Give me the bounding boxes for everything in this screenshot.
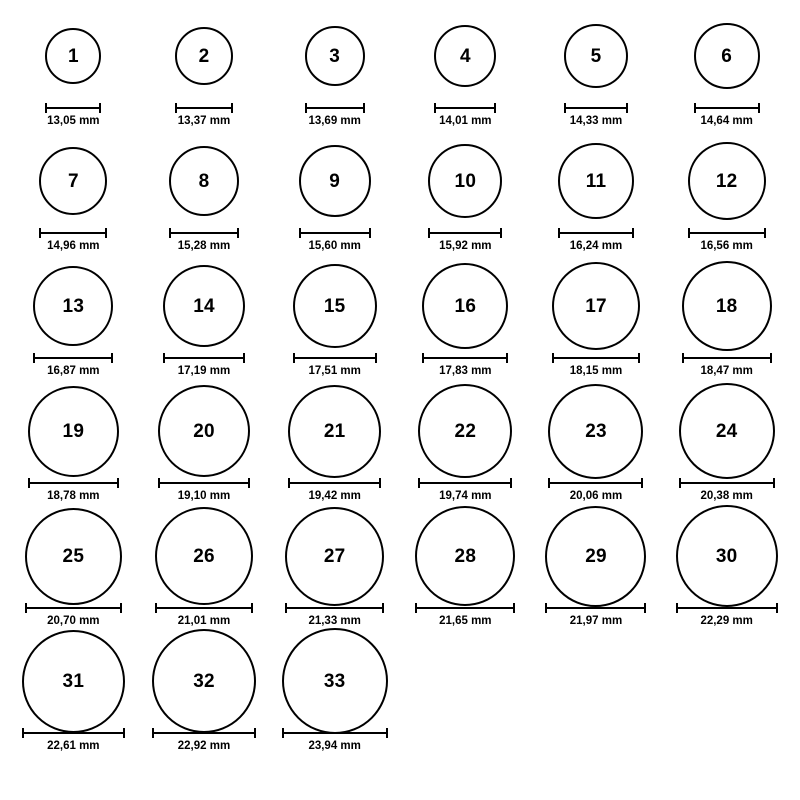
ruler-cap-right <box>510 478 512 488</box>
ruler-cap-left <box>155 603 157 613</box>
diameter-value: 22,29 mm <box>700 615 753 627</box>
diameter-ruler <box>676 603 778 612</box>
diameter-ruler <box>694 103 760 112</box>
ring-circle <box>679 383 775 479</box>
ruler-line <box>679 482 775 484</box>
ring-size-label: 12 <box>715 170 738 192</box>
ruler-cap-right <box>111 353 113 363</box>
ring-circle <box>22 630 125 733</box>
ring-size-label: 24 <box>715 420 738 442</box>
ruler-cap-right <box>248 478 250 488</box>
ring-circle-wrap <box>282 635 388 727</box>
ruler-line <box>676 607 778 609</box>
ring-size-label: 15 <box>323 295 346 317</box>
ring-size-label: 33 <box>323 670 346 692</box>
ring-circle <box>152 629 256 733</box>
ruler-line <box>169 232 239 234</box>
diameter-value: 17,83 mm <box>439 365 492 377</box>
ring-circle-wrap <box>293 260 377 352</box>
ring-circle <box>25 508 122 605</box>
ring-circle-wrap <box>158 385 250 477</box>
ruler-cap-right <box>641 478 643 488</box>
diameter-value: 21,33 mm <box>308 615 361 627</box>
diameter-value: 14,01 mm <box>439 115 492 127</box>
diameter-ruler <box>163 353 245 362</box>
ring-size-label: 6 <box>721 45 733 67</box>
ruler-cap-left <box>299 228 301 238</box>
ruler-cap-left <box>694 103 696 113</box>
ring-size-cell <box>141 385 266 510</box>
ruler-line <box>682 357 772 359</box>
diameter-value: 13,69 mm <box>308 115 361 127</box>
diameter-value: 21,01 mm <box>177 615 231 627</box>
ruler-cap-right <box>123 728 125 738</box>
ring-circle <box>418 384 512 478</box>
ruler-cap-right <box>773 478 775 488</box>
ring-circle-wrap <box>688 135 766 227</box>
ruler-line <box>175 107 233 109</box>
ring-circle <box>434 25 496 87</box>
ring-size-cell <box>11 260 136 385</box>
ring-size-cell <box>272 635 397 760</box>
ring-size-cell <box>141 135 266 260</box>
diameter-value: 16,87 mm <box>47 365 100 377</box>
ring-size-label: 7 <box>67 170 79 192</box>
ring-circle-wrap <box>22 635 125 727</box>
diameter-ruler <box>305 103 365 112</box>
ruler-line <box>422 357 508 359</box>
ruler-line <box>22 732 125 734</box>
diameter-value: 18,78 mm <box>47 490 100 502</box>
ruler-line <box>415 607 515 609</box>
ring-size-label: 31 <box>62 670 85 692</box>
ruler-cap-right <box>105 228 107 238</box>
ring-circle-wrap <box>564 10 628 102</box>
ring-size-label: 4 <box>459 45 471 67</box>
ring-circle <box>175 27 233 85</box>
diameter-ruler <box>293 353 377 362</box>
ruler-cap-right <box>644 603 646 613</box>
ruler-line <box>152 732 256 734</box>
ring-circle-wrap <box>155 510 253 602</box>
diameter-value: 18,15 mm <box>569 365 623 377</box>
ruler-cap-left <box>288 478 290 488</box>
ring-circle-wrap <box>415 510 515 602</box>
ring-size-label: 25 <box>62 545 85 567</box>
ring-size-cell <box>141 510 266 635</box>
diameter-value: 16,24 mm <box>569 240 623 252</box>
diameter-ruler <box>552 353 640 362</box>
ruler-line <box>28 482 119 484</box>
ruler-line <box>548 482 643 484</box>
ring-size-cell <box>403 10 528 135</box>
ring-circle <box>33 266 113 346</box>
diameter-value: 21,97 mm <box>569 615 623 627</box>
ring-circle <box>285 507 384 606</box>
ring-circle <box>45 28 101 84</box>
ring-circle <box>28 386 119 477</box>
ring-size-label: 30 <box>715 545 738 567</box>
ruler-cap-left <box>169 228 171 238</box>
ruler-cap-left <box>688 228 690 238</box>
ring-size-cell <box>664 10 789 135</box>
ring-circle-wrap <box>169 135 239 227</box>
ruler-cap-left <box>676 603 678 613</box>
diameter-ruler <box>282 728 388 737</box>
ruler-cap-right <box>386 728 388 738</box>
ruler-cap-left <box>45 103 47 113</box>
ruler-cap-left <box>305 103 307 113</box>
ring-circle <box>688 142 766 220</box>
diameter-value: 15,28 mm <box>177 240 231 252</box>
ruler-cap-right <box>494 103 496 113</box>
diameter-value: 17,19 mm <box>177 365 231 377</box>
ruler-cap-right <box>120 603 122 613</box>
ring-circle-wrap <box>545 510 646 602</box>
ring-circle-wrap <box>552 260 640 352</box>
ruler-cap-right <box>626 103 628 113</box>
ruler-cap-left <box>22 728 24 738</box>
diameter-ruler <box>564 103 628 112</box>
ring-size-cell <box>11 135 136 260</box>
ring-size-label: 29 <box>585 545 607 567</box>
ruler-cap-left <box>428 228 430 238</box>
ring-size-label: 9 <box>329 170 341 192</box>
ruler-line <box>39 232 107 234</box>
ring-circle-wrap <box>28 385 119 477</box>
diameter-ruler <box>299 228 371 237</box>
diameter-ruler <box>285 603 384 612</box>
ring-size-cell <box>272 10 397 135</box>
ring-circle-wrap <box>428 135 502 227</box>
ruler-cap-right <box>764 228 766 238</box>
ring-size-cell <box>533 135 658 260</box>
diameter-value: 22,92 mm <box>177 740 231 752</box>
ring-circle <box>564 24 628 88</box>
diameter-value: 17,51 mm <box>308 365 361 377</box>
ring-circle <box>39 147 107 215</box>
ring-size-label: 16 <box>454 295 477 317</box>
ruler-line <box>282 732 388 734</box>
ring-circle-wrap <box>163 260 245 352</box>
diameter-ruler <box>155 603 253 612</box>
diameter-value: 20,70 mm <box>47 615 100 627</box>
ring-circle <box>545 506 646 607</box>
diameter-ruler <box>558 228 634 237</box>
ring-circle <box>288 385 381 478</box>
diameter-value: 19,10 mm <box>177 490 231 502</box>
ring-circle <box>694 23 760 89</box>
ring-size-cell <box>403 385 528 510</box>
ruler-cap-right <box>632 228 634 238</box>
ring-circle-wrap <box>558 135 634 227</box>
ring-size-label: 11 <box>585 170 607 192</box>
ring-size-label: 26 <box>193 545 215 567</box>
ring-circle <box>282 628 388 734</box>
diameter-ruler <box>545 603 646 612</box>
ring-circle <box>552 262 640 350</box>
ruler-line <box>688 232 766 234</box>
ring-size-label: 5 <box>590 45 602 67</box>
diameter-ruler <box>45 103 101 112</box>
ring-size-cell <box>272 510 397 635</box>
ring-circle <box>158 385 250 477</box>
ring-size-label: 1 <box>67 45 79 67</box>
ring-circle-wrap <box>299 135 371 227</box>
ruler-line <box>305 107 365 109</box>
diameter-value: 20,38 mm <box>700 490 753 502</box>
ring-circle-wrap <box>422 260 508 352</box>
ring-size-cell <box>664 385 789 510</box>
ruler-cap-right <box>500 228 502 238</box>
diameter-ruler <box>25 603 122 612</box>
diameter-value: 20,06 mm <box>569 490 623 502</box>
ruler-cap-left <box>418 478 420 488</box>
diameter-ruler <box>152 728 256 737</box>
diameter-value: 22,61 mm <box>47 740 100 752</box>
ruler-cap-left <box>175 103 177 113</box>
ruler-line <box>552 357 640 359</box>
ruler-cap-left <box>679 478 681 488</box>
diameter-ruler <box>28 478 119 487</box>
diameter-ruler <box>418 478 512 487</box>
ring-circle-wrap <box>694 10 760 102</box>
diameter-ruler <box>175 103 233 112</box>
ruler-cap-left <box>558 228 560 238</box>
diameter-value: 14,64 mm <box>700 115 753 127</box>
ruler-cap-right <box>254 728 256 738</box>
ruler-line <box>158 482 250 484</box>
ring-circle-wrap <box>39 135 107 227</box>
ring-circle-wrap <box>285 510 384 602</box>
ruler-line <box>25 607 122 609</box>
ruler-cap-right <box>506 353 508 363</box>
ring-size-cell <box>403 260 528 385</box>
diameter-value: 13,37 mm <box>177 115 231 127</box>
ruler-line <box>694 107 760 109</box>
ring-size-cell <box>141 635 266 760</box>
ring-circle <box>299 145 371 217</box>
ruler-line <box>288 482 381 484</box>
ring-size-label: 13 <box>62 295 85 317</box>
ring-circle-wrap <box>676 510 778 602</box>
ruler-line <box>434 107 496 109</box>
ruler-line <box>155 607 253 609</box>
ring-size-cell <box>272 135 397 260</box>
ring-size-cell <box>11 10 136 135</box>
ring-circle-wrap <box>288 385 381 477</box>
ring-size-cell <box>664 135 789 260</box>
ruler-cap-right <box>379 478 381 488</box>
ring-circle-wrap <box>45 10 101 102</box>
ring-size-cell <box>533 385 658 510</box>
diameter-value: 19,42 mm <box>308 490 361 502</box>
diameter-ruler <box>158 478 250 487</box>
ring-size-cell <box>403 510 528 635</box>
ruler-line <box>293 357 377 359</box>
ring-size-cell <box>533 510 658 635</box>
diameter-value: 15,60 mm <box>308 240 361 252</box>
ring-size-cell <box>11 385 136 510</box>
diameter-value: 18,47 mm <box>700 365 753 377</box>
diameter-ruler <box>33 353 113 362</box>
ruler-cap-left <box>545 603 547 613</box>
ruler-cap-right <box>231 103 233 113</box>
ruler-cap-right <box>117 478 119 488</box>
diameter-ruler <box>434 103 496 112</box>
diameter-ruler <box>422 353 508 362</box>
ruler-cap-left <box>415 603 417 613</box>
ruler-cap-left <box>552 353 554 363</box>
ruler-cap-right <box>382 603 384 613</box>
diameter-ruler <box>679 478 775 487</box>
ring-circle-wrap <box>25 510 122 602</box>
ruler-cap-left <box>33 353 35 363</box>
ruler-cap-left <box>163 353 165 363</box>
ring-circle <box>558 143 634 219</box>
ruler-cap-right <box>513 603 515 613</box>
ring-circle <box>428 144 502 218</box>
ring-circle <box>305 26 365 86</box>
ruler-line <box>428 232 502 234</box>
diameter-ruler <box>682 353 772 362</box>
ring-size-label: 27 <box>323 545 346 567</box>
ruler-line <box>564 107 628 109</box>
ruler-line <box>285 607 384 609</box>
ruler-cap-left <box>434 103 436 113</box>
ruler-line <box>33 357 113 359</box>
diameter-ruler <box>688 228 766 237</box>
ruler-cap-left <box>682 353 684 363</box>
ring-size-label: 10 <box>454 170 477 192</box>
ruler-cap-right <box>369 228 371 238</box>
diameter-ruler <box>428 228 502 237</box>
ring-size-cell <box>272 260 397 385</box>
diameter-ruler <box>169 228 239 237</box>
ring-circle <box>155 507 253 605</box>
ring-circle-wrap <box>305 10 365 102</box>
ring-size-label: 22 <box>454 420 477 442</box>
ring-circle <box>422 263 508 349</box>
ruler-cap-left <box>293 353 295 363</box>
diameter-value: 21,65 mm <box>439 615 492 627</box>
diameter-value: 13,05 mm <box>47 115 100 127</box>
ring-circle-wrap <box>682 260 772 352</box>
ring-circle <box>169 146 239 216</box>
ruler-cap-right <box>638 353 640 363</box>
diameter-ruler <box>548 478 643 487</box>
ruler-line <box>418 482 512 484</box>
ring-size-label: 17 <box>585 295 607 317</box>
ring-size-label: 2 <box>198 45 210 67</box>
ring-size-label: 18 <box>715 295 738 317</box>
ring-size-label: 8 <box>198 170 210 192</box>
ruler-cap-left <box>28 478 30 488</box>
ring-size-cell <box>664 510 789 635</box>
ruler-cap-left <box>548 478 550 488</box>
ring-size-label: 21 <box>323 420 346 442</box>
ring-size-cell <box>664 260 789 385</box>
ruler-cap-left <box>285 603 287 613</box>
diameter-value: 23,94 mm <box>308 740 361 752</box>
ruler-line <box>299 232 371 234</box>
ring-size-label: 3 <box>329 45 341 67</box>
ruler-line <box>163 357 245 359</box>
ruler-cap-right <box>99 103 101 113</box>
ring-size-label: 32 <box>193 670 215 692</box>
ring-size-label: 20 <box>193 420 215 442</box>
ring-circle-wrap <box>679 385 775 477</box>
ring-circle-wrap <box>548 385 643 477</box>
ring-circle <box>293 264 377 348</box>
ruler-cap-left <box>25 603 27 613</box>
ruler-cap-right <box>363 103 365 113</box>
diameter-ruler <box>22 728 125 737</box>
ruler-line <box>545 607 646 609</box>
ruler-cap-left <box>422 353 424 363</box>
ring-circle <box>163 265 245 347</box>
ring-circle <box>415 506 515 606</box>
ring-circle-wrap <box>175 10 233 102</box>
ruler-cap-right <box>758 103 760 113</box>
ring-size-cell <box>403 135 528 260</box>
diameter-value: 14,96 mm <box>47 240 100 252</box>
ruler-cap-right <box>375 353 377 363</box>
ruler-cap-right <box>237 228 239 238</box>
ruler-line <box>558 232 634 234</box>
ring-circle <box>548 384 643 479</box>
ruler-cap-right <box>251 603 253 613</box>
ring-circle <box>676 505 778 607</box>
ring-size-cell <box>141 260 266 385</box>
ruler-cap-left <box>152 728 154 738</box>
ring-size-label: 28 <box>454 545 477 567</box>
ring-circle-wrap <box>33 260 113 352</box>
ring-circle-wrap <box>418 385 512 477</box>
ruler-cap-left <box>158 478 160 488</box>
diameter-value: 15,92 mm <box>439 240 492 252</box>
ring-size-cell <box>272 385 397 510</box>
ring-size-cell <box>141 10 266 135</box>
ruler-cap-right <box>776 603 778 613</box>
ruler-cap-right <box>243 353 245 363</box>
diameter-value: 14,33 mm <box>569 115 623 127</box>
ring-size-label: 19 <box>62 420 85 442</box>
diameter-ruler <box>288 478 381 487</box>
diameter-ruler <box>415 603 515 612</box>
ring-size-cell <box>11 510 136 635</box>
ring-size-label: 14 <box>193 295 215 317</box>
ruler-cap-left <box>282 728 284 738</box>
ring-circle <box>682 261 772 351</box>
diameter-ruler <box>39 228 107 237</box>
ruler-cap-left <box>39 228 41 238</box>
ring-circle-wrap <box>152 635 256 727</box>
ring-circle-wrap <box>434 10 496 102</box>
diameter-value: 16,56 mm <box>700 240 753 252</box>
diameter-value: 19,74 mm <box>439 490 492 502</box>
ring-size-cell <box>11 635 136 760</box>
ring-size-cell <box>533 260 658 385</box>
ruler-cap-right <box>770 353 772 363</box>
ruler-cap-left <box>564 103 566 113</box>
ring-size-label: 23 <box>585 420 607 442</box>
ring-size-cell <box>533 10 658 135</box>
ruler-line <box>45 107 101 109</box>
